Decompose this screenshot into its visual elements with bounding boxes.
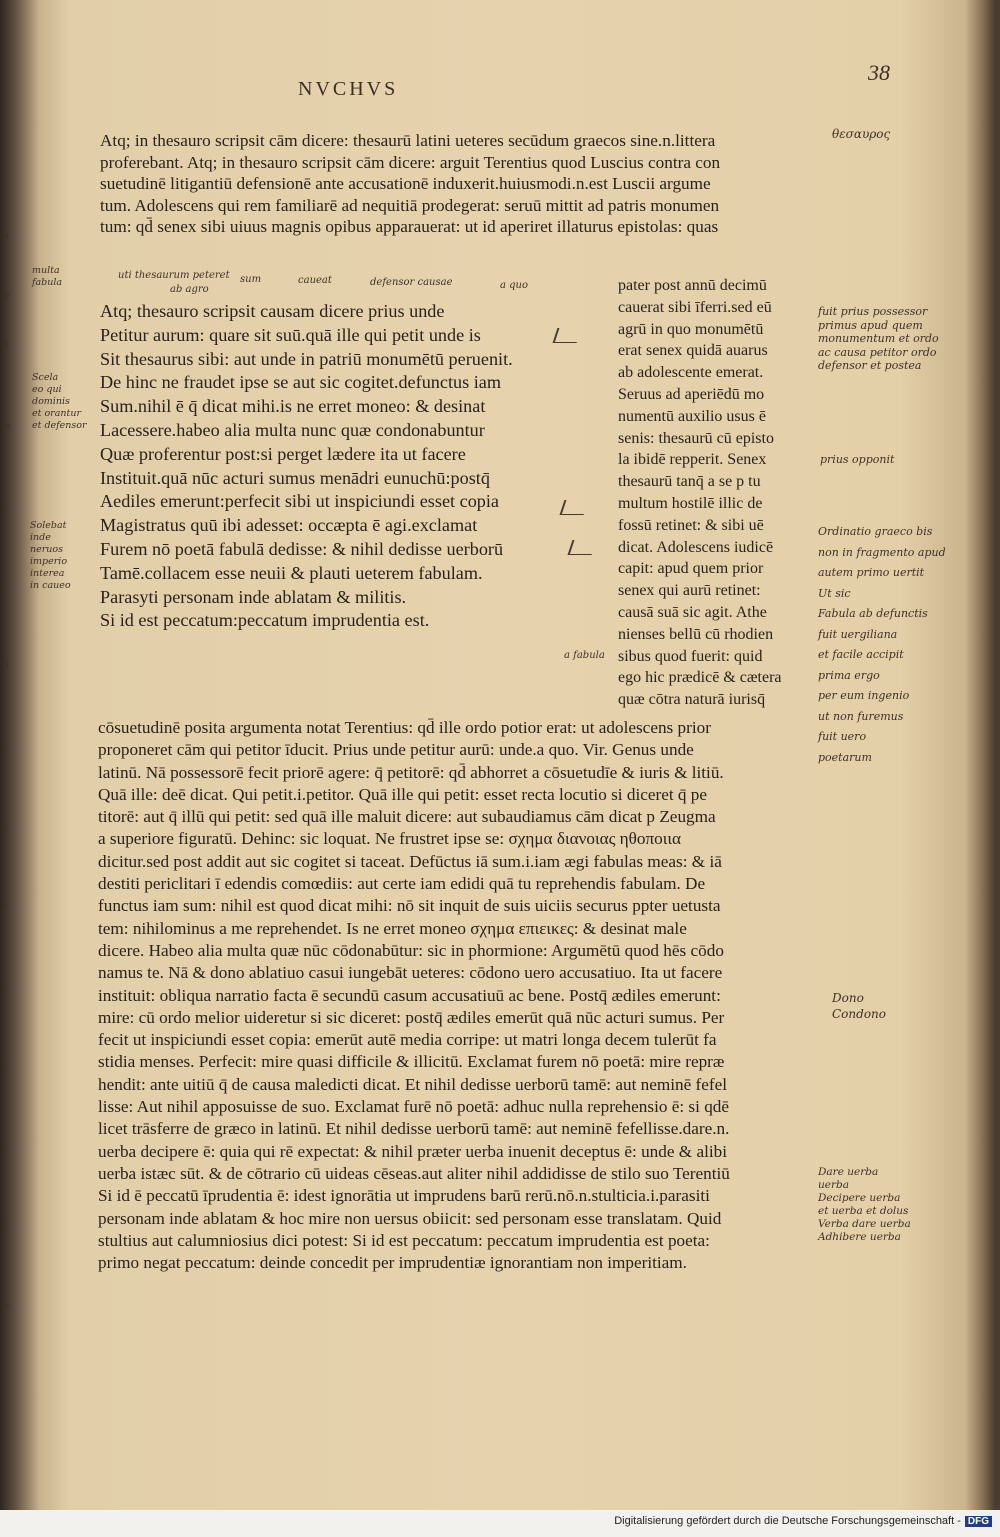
- interlinear-gloss: uti thesaurum peteret: [118, 270, 230, 281]
- note-line: Adhibere uerba: [818, 1231, 901, 1243]
- note-line: Fabula ab defunctis: [818, 607, 928, 620]
- text-line: la ibidē repperit. Senex: [618, 451, 767, 469]
- left-page-fragment: di: [2, 340, 10, 350]
- marginal-note-right-2: prius opponit: [820, 453, 895, 466]
- dfg-logo: DFG: [965, 1516, 992, 1527]
- text-line: personam inde ablatam & hoc mire non uersus obiicit: sed personam esse translatam. Quid: [98, 1208, 722, 1228]
- side-commentary: [618, 275, 823, 711]
- note-line: non in fragmento apud: [818, 545, 946, 559]
- text-line: functus iam sum: nihil est quod dicat mihi: nō sit inquit de suis uiciis securus ppter uetusta: [98, 896, 721, 916]
- marginal-note-top-right: θεσαυρος: [832, 127, 891, 141]
- note-line: Dare uerba: [818, 1166, 879, 1178]
- note-line: et uerba et dolus: [818, 1205, 909, 1217]
- left-page-fragment: ci: [2, 660, 9, 670]
- note-line: autem primo uertit: [818, 566, 925, 579]
- text-line: namus te. Nā & dono ablatiuo casui iungebāt ueteres: cōdono uero accusatiuo. Ita ut facere: [98, 963, 723, 983]
- text-line: hendit: ante uitiū q̄ de causa maledicti dicat. Et nihil dedisse uerborū tamē: aut neminē fefel: [98, 1074, 728, 1094]
- verse-line: De hinc ne fraudet ipse se aut sic cogitet.defunctus iam: [100, 372, 501, 393]
- marginal-note-dare-uerba: [818, 1166, 988, 1244]
- text-line: nienses bellū cū rhodien: [618, 625, 774, 643]
- running-head: NVCHVS: [298, 78, 399, 100]
- text-line: pater post annū decimū: [618, 277, 767, 294]
- note-line: uerba: [818, 1179, 849, 1191]
- text-line: Quā ille: deē dicat. Qui petit.i.petitor. Quā ille qui petit: esset recta locutio si diceret q̄ pe: [98, 784, 708, 804]
- text-line: quæ cōtra naturā iurisq̄: [618, 691, 766, 709]
- note-line: interea: [30, 568, 65, 579]
- text-line: uerba istæc sūt. & de cōtrario cū uideas cēseas.aut aliter nihil addidisse de stilo suo Terentiū: [98, 1163, 730, 1183]
- left-page-fragment: ti: [2, 820, 8, 830]
- note-line: Solebat: [30, 520, 67, 531]
- marginal-note-left-3: [30, 520, 92, 592]
- note-line: Scela: [32, 372, 59, 383]
- verse-line: Quæ proferentur post:si perget lædere ita ut facere: [100, 443, 466, 464]
- text-line: dicat. Adolescens iudicē: [618, 538, 774, 556]
- note-line: Condono: [832, 1007, 886, 1021]
- text-line: ab adolescente emerat.: [618, 364, 764, 382]
- text-line: fecit ut inspiciundi esset copia: emerūt autē media corripe: ut matri longa decem tulerūt fa: [98, 1030, 717, 1050]
- note-line: et defensor: [32, 420, 87, 431]
- marginal-note-left-1: [32, 265, 92, 289]
- note-line: et facile accipit: [818, 648, 904, 661]
- note-line: ut non furemus: [818, 709, 904, 723]
- text-line: stultius aut calumniosius dici potest: Si id est peccatum: peccatum imprudentia est poeta:: [98, 1230, 710, 1250]
- text-line: instituit: obliqua narratio facta ē secundū casum accusatiuū ac bene. Postq̄ ædiles emerunt:: [98, 985, 721, 1005]
- marginal-note-left-2: [32, 372, 92, 432]
- note-line: multa: [32, 265, 60, 276]
- marginal-note-dono: [832, 990, 886, 1022]
- note-line: in caueo: [30, 580, 71, 591]
- note-line: fuit uergiliana: [818, 627, 898, 641]
- note-line: Ut sic: [818, 586, 851, 600]
- note-line: et orantur: [32, 408, 81, 419]
- note-line: Decipere uerba: [818, 1192, 901, 1204]
- text-line: Seruus ad aperiēdū mo: [618, 385, 765, 403]
- note-line: inde: [30, 532, 51, 543]
- text-line: titorē: aut q̄ illū qui petit: sed quā ille maluit dicere: aut subaudiamus cām dicat p Zeugma: [98, 807, 716, 827]
- left-page-fragment: se: [2, 290, 10, 300]
- text-line: Si id ē peccatū īprudentia ē: idest ignorātia ut imprudens barū rerū.nō.n.stulticia.i.parasiti: [98, 1186, 710, 1206]
- note-line: imperio: [30, 556, 68, 567]
- note-line: ac causa petitor ordo: [818, 345, 937, 359]
- left-page-fragment: eu: [2, 420, 11, 430]
- verse-line: Parasyti personam inde ablatam & militis.: [100, 586, 407, 607]
- text-line: a superiore figuratū. Dehinc: sic loquat. Ne frustret ipse se: σχημα διανοιας ηθοποιια: [98, 829, 682, 849]
- text-line: proferebant. Atq; in thesauro scripsit cām dicere: arguit Terentius quod Luscius contra con: [100, 152, 721, 172]
- text-line: thesaurū tanq̄ a se p tu: [618, 473, 761, 491]
- text-line: latinū. Nā possessorē fecit priorē agere: q̄ petitorē: qd̄ abhorret a cōsuetudīe & iuris & litiū.: [98, 762, 724, 782]
- verse-line: Lacessere.habeo alia multa nunc quæ condonabuntur: [100, 419, 485, 440]
- verse-line: Si id est peccatum:peccatum imprudentia est.: [100, 610, 430, 631]
- left-page-fragment: a: [2, 500, 7, 510]
- marginal-note-right-3: [818, 522, 988, 768]
- text-line: cauerat sibi īferri.sed eū: [618, 298, 772, 316]
- text-line: sibus quod fuerit: quid: [618, 647, 763, 665]
- text-line: destiti periclitari ī edendis comœdiis: aut certe iam edidi quā tu reprehendis fabulam. De: [98, 874, 706, 894]
- interlinear-gloss: a fabula: [564, 650, 605, 661]
- note-line: Verba dare uerba: [818, 1218, 911, 1230]
- left-page-fragment: n: [2, 900, 7, 910]
- interlinear-gloss: caueat: [298, 275, 332, 286]
- digitization-credit: [614, 1515, 992, 1527]
- note-line: fuit prius possessor: [818, 305, 928, 318]
- note-line: primus apud quem: [818, 318, 923, 332]
- note-line: eo qui: [32, 384, 62, 395]
- note-line: fuit uero: [818, 730, 867, 743]
- note-line: poetarum: [818, 750, 872, 764]
- text-line: cōsuetudinē posita argumenta notat Terentius: qd̄ ille ordo potior erat: ut adolescens prior: [98, 718, 711, 737]
- left-page-fragment: tu: [2, 1300, 10, 1310]
- left-page-fragment: d: [2, 1220, 7, 1230]
- text-line: tum: qd̄ senex sibi uiuus magnis opibus apparauerat: ut id aperiret illaturus epistolas: quas: [100, 217, 719, 236]
- left-page-edge: [0, 0, 28, 1510]
- text-line: licet trāsferre de græco in latinū. Et nihil dedisse uerborū tamē: aut neminē fefellisse.dare.n.: [98, 1119, 730, 1139]
- text-line: mire: cū ordo melior uideretur si sic diceret: postq̄ ædiles emerūt quā nūc acturi sumus. Per: [98, 1007, 725, 1027]
- note-line: fabula: [32, 277, 63, 288]
- note-line: per eum ingenio: [818, 689, 910, 702]
- text-line: stidia menses. Perfecit: mire quasi difficile & illicitū. Exclamat furem nō poetā: mire repræ: [98, 1052, 725, 1072]
- text-line: causā suā sic agit. Athe: [618, 603, 767, 621]
- text-line: erat senex quidā auarus: [618, 342, 768, 360]
- ink-bracket-mark: [560, 500, 589, 515]
- credit-text: Digitalisierung gefördert durch die Deutsche Forschungsgemeinschaft -: [614, 1515, 961, 1527]
- verse-line: Magistratus quū ibi adesset: occæpta ē agi.exclamat: [100, 515, 478, 536]
- left-page-fragment: h: [2, 1060, 7, 1070]
- verse-line: Furem nō poetā fabulā dedisse: & nihil dedisse uerborū: [100, 538, 504, 559]
- commentary-bottom: [98, 717, 820, 1274]
- text-line: dicitur.sed post addit aut sic cogitet si taceat. Defūctus iā sum.i.iam ægi fabulas meas: & iā: [98, 851, 722, 871]
- left-page-fragment: r: [2, 580, 6, 590]
- text-line: proponeret cām qui petitor īducit. Prius unde petitur aurū: unde.a quo. Vir. Genus unde: [98, 740, 694, 760]
- text-line: agrū in quo monumētū: [618, 320, 764, 338]
- interlinear-gloss: sum: [240, 274, 262, 285]
- verse-line: Atq; thesauro scripsit causam dicere prius unde: [100, 301, 445, 321]
- text-line: primo negat peccatum: deinde concedit per imprudentiæ ignorantiam non imperitiam.: [98, 1253, 687, 1273]
- text-line: senex qui aurū retinet:: [618, 582, 761, 600]
- text-line: dicere. Habeo alia multa quæ nūc cōdonabūtur: sic in phormione: Argumētū quod hēs cōdo: [98, 940, 724, 960]
- interlinear-gloss: defensor causae: [370, 277, 453, 288]
- left-page-fragment: o: [2, 980, 7, 990]
- note-line: Dono: [832, 991, 864, 1005]
- interlinear-gloss: a quo: [500, 280, 529, 291]
- note-line: prima ergo: [818, 668, 880, 682]
- note-line: dominis: [32, 396, 70, 407]
- verse-line: Petitur aurum: quare sit suū.quā ille qui petit unde is: [100, 324, 481, 345]
- text-line: capit: apud quem prior: [618, 560, 764, 578]
- verse-line: Sum.nihil ē q̄ dicat mihi.is ne erret moneo: & desinat: [100, 396, 486, 417]
- left-page-fragment: u: [2, 740, 7, 750]
- text-line: multum hostilē illic de: [618, 494, 763, 512]
- text-line: fossū retinet: & sibi uē: [618, 516, 764, 534]
- text-line: numentū auxilio usus ē: [618, 407, 766, 425]
- text-line: ego hic prædicē & cætera: [618, 669, 782, 687]
- left-page-fragment: b: [2, 1140, 7, 1150]
- text-line: Atq; in thesauro scripsit cām dicere: thesaurū latini ueteres secūdum graecos sine.n.littera: [100, 131, 716, 150]
- text-line: suetudinē litigantiū defensionē ante accusationē induxerit.huiusmodi.n.est Luscii argume: [100, 174, 711, 193]
- verse-line: Sit thesaurus sibi: aut unde in patriū monumētū peruenit.: [100, 348, 513, 369]
- ink-bracket-mark: [568, 540, 597, 555]
- text-line: lisse: Aut nihil apposuisse de suo. Exclamat furē nō poetā: adhuc nulla reprehensio ē: si qdē: [98, 1097, 730, 1117]
- verse-line: Tamē.collacem esse neuii & plauti ueterem fabulam.: [100, 562, 483, 583]
- note-line: monumentum et ordo: [818, 332, 939, 345]
- note-line: defensor et postea: [818, 359, 922, 372]
- verse-text: [100, 300, 570, 633]
- note-line: neruos: [30, 544, 63, 555]
- text-line: tem: nihilominus a me reprehendet. Is ne erret moneo σχημα επιεικες: & desinat male: [98, 918, 687, 938]
- marginal-note-right-1: [818, 305, 983, 373]
- text-line: tum. Adolescens qui rem familiarē ad nequitiā prodegerat: seruū mittit ad patris monumen: [100, 195, 720, 215]
- interlinear-gloss: ab agro: [170, 284, 209, 295]
- ink-bracket-mark: [553, 328, 582, 343]
- page-number: 38: [868, 60, 890, 85]
- text-line: senis: thesaurū cū episto: [618, 429, 774, 447]
- note-line: Ordinatio graeco bis: [818, 525, 933, 538]
- text-line: uerba decipere ē: quia qui rē expectat: & nihil præter uerba inuenit deceptus ē: unde & alibi: [98, 1141, 728, 1161]
- commentary-top: [100, 130, 818, 238]
- left-page-fragment: m: [2, 230, 9, 240]
- verse-line: Aediles emerunt:perfecit sibi ut inspiciundi esset copia: [100, 491, 500, 512]
- verse-line: Instituit.quā nūc acturi sumus menādri eunuchū:postq̄: [100, 467, 490, 488]
